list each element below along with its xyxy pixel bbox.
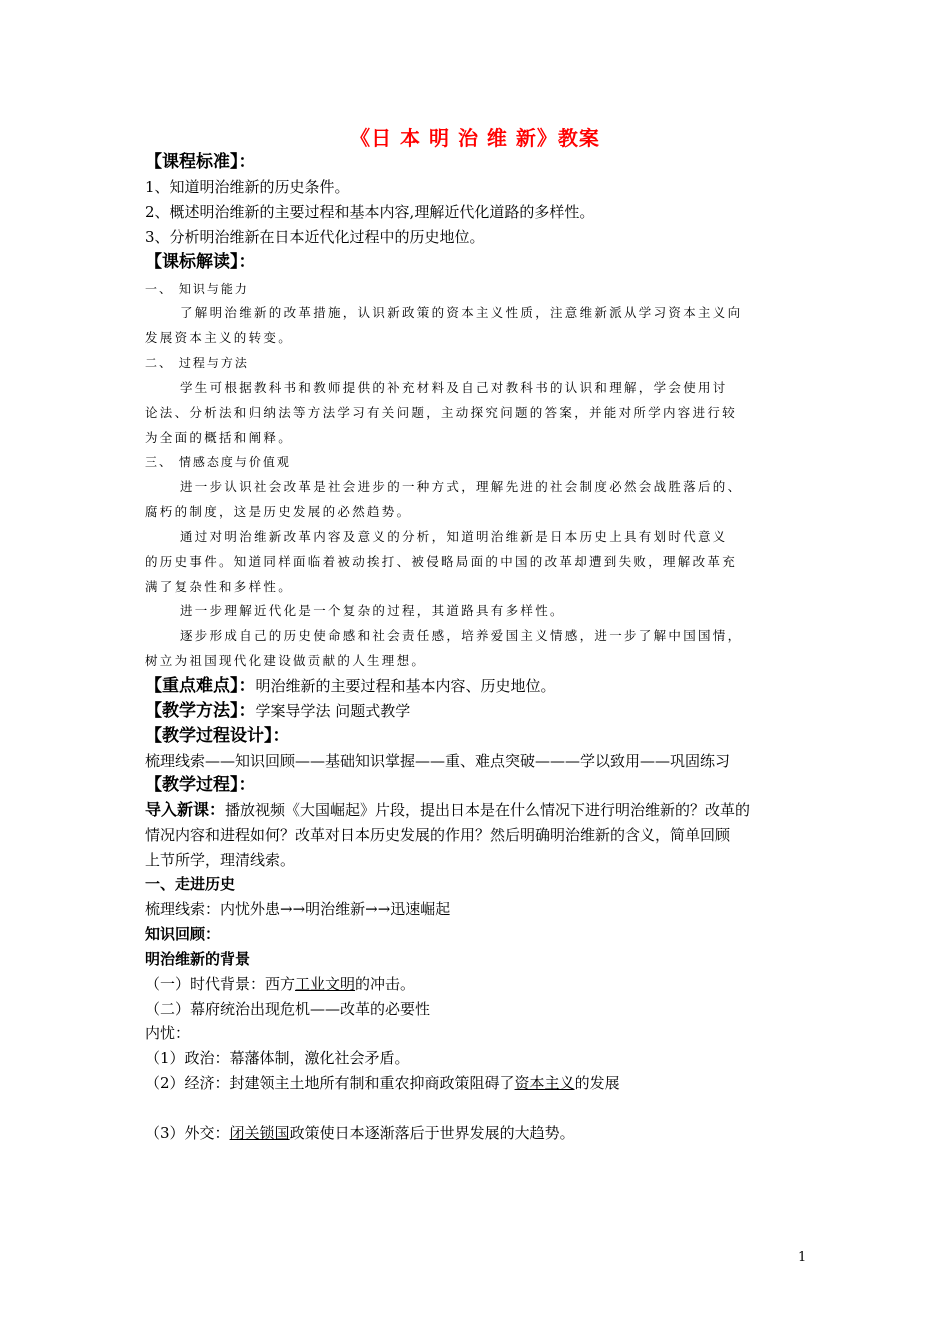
text-segment: 政策使日本逐渐落后于世界发展的大趋势。 (289, 1124, 575, 1142)
inner-item: （1）政治：幕藩体制，激化社会矛盾。 (145, 1049, 410, 1067)
paragraph-line: 满了复杂性和多样性。 (145, 579, 294, 594)
standards-item: 2、概述明治维新的主要过程和基本内容,理解近代化道路的多样性。 (145, 203, 595, 221)
text-segment: （2）经济：封建领主土地所有制和重农抑商政策阻碍了 (145, 1074, 515, 1092)
outer-item (145, 1123, 575, 1143)
standards-heading: 【课程标准】： (145, 152, 256, 172)
inner-label: 内忧： (145, 1024, 191, 1042)
background-item (145, 974, 415, 994)
paragraph-line: 的历史事件。知道同样面临着被动挨打、被侵略局面的中国的改革却遭到失败，理解改革充 (145, 554, 738, 569)
paragraph-line: 发展资本主义的转变。 (145, 330, 294, 345)
design-heading: 【教学过程设计】： (145, 726, 290, 746)
intro-paragraph (145, 800, 750, 820)
design-text: 梳理线索——知识回顾——基础知识掌握——重、难点突破———学以致用——巩固练习 (145, 752, 731, 770)
standards-item: 3、分析明治维新在日本近代化过程中的历史地位。 (145, 228, 485, 246)
page-number: 1 (798, 1250, 807, 1265)
key-points-text: 明治维新的主要过程和基本内容、历史地位。 (255, 677, 556, 695)
method-text: 学案导学法 问题式教学 (255, 702, 411, 720)
underlined-term: 工业文明 (295, 975, 356, 993)
background-item: （二）幕府统治出现危机——改革的必要性 (145, 1000, 431, 1018)
section-title: 一、 知识与能力 (145, 282, 249, 296)
paragraph-line: 上节所学，理清线索。 (145, 851, 296, 869)
text-segment: 的冲击。 (355, 975, 416, 993)
inner-item (145, 1073, 620, 1093)
key-points (145, 676, 556, 696)
paragraph-line: 逐步形成自己的历史使命感和社会责任感，培养爱国主义情感，进一步了解中国国情， (180, 628, 743, 643)
review-heading: 知识回顾： (145, 925, 221, 943)
process-heading: 【教学过程】： (145, 775, 256, 795)
key-points-heading: 【重点难点】： (145, 676, 256, 696)
paragraph-line: 播放视频《大国崛起》片段，提出日本是在什么情况下进行明治维新的？改革的 (225, 801, 751, 819)
interpretation-heading: 【课标解读】： (145, 252, 256, 272)
underlined-term: 闭关锁国 (229, 1124, 290, 1142)
intro-label: 导入新课： (145, 800, 226, 819)
text-segment: （3）外交： (145, 1124, 230, 1142)
paragraph-line: 为全面的概括和阐释。 (145, 430, 294, 445)
paragraph-line: 树立为祖国现代化建设做贡献的人生理想。 (145, 653, 427, 668)
text-segment: （一）时代背景：西方 (145, 975, 296, 993)
section-title: 二、 过程与方法 (145, 356, 249, 370)
teaching-method (145, 701, 410, 721)
background-heading: 明治维新的背景 (145, 950, 251, 968)
paragraph-line: 情况内容和进程如何？改革对日本历史发展的作用？然后明确明治维新的含义，简单回顾 (145, 826, 731, 844)
paragraph-line: 进一步认识社会改革是社会进步的一种方式，理解先进的社会制度必然会战胜落后的、 (180, 479, 743, 494)
standards-item: 1、知道明治维新的历史条件。 (145, 178, 350, 196)
paragraph-line: 进一步理解近代化是一个复杂的过程，其道路具有多样性。 (180, 603, 565, 618)
underlined-term: 资本主义 (514, 1074, 575, 1092)
clue-line: 梳理线索：内忧外患→→明治维新→→迅速崛起 (145, 900, 451, 918)
paragraph-line: 腐朽的制度，这是历史发展的必然趋势。 (145, 504, 412, 519)
section-title: 三、 情感态度与价值观 (145, 455, 291, 469)
paragraph-line: 了解明治维新的改革措施，认识新政策的资本主义性质，注意维新派从学习资本主义向 (180, 305, 743, 320)
paragraph-line: 通过对明治维新改革内容及意义的分析，知道明治维新是日本历史上具有划时代意义 (180, 529, 728, 544)
document-title: 《日 本 明 治 维 新》教案 (350, 126, 600, 150)
text-segment: 的发展 (574, 1074, 620, 1092)
paragraph-line: 论法、分析法和归纳法等方法学习有关问题，主动探究问题的答案，并能对所学内容进行较 (145, 405, 738, 420)
method-heading: 【教学方法】： (145, 701, 256, 721)
part-title: 一、走进历史 (145, 875, 236, 893)
paragraph-line: 学生可根据教科书和教师提供的补充材料及自己对教科书的认识和理解，学会使用讨 (180, 380, 728, 395)
